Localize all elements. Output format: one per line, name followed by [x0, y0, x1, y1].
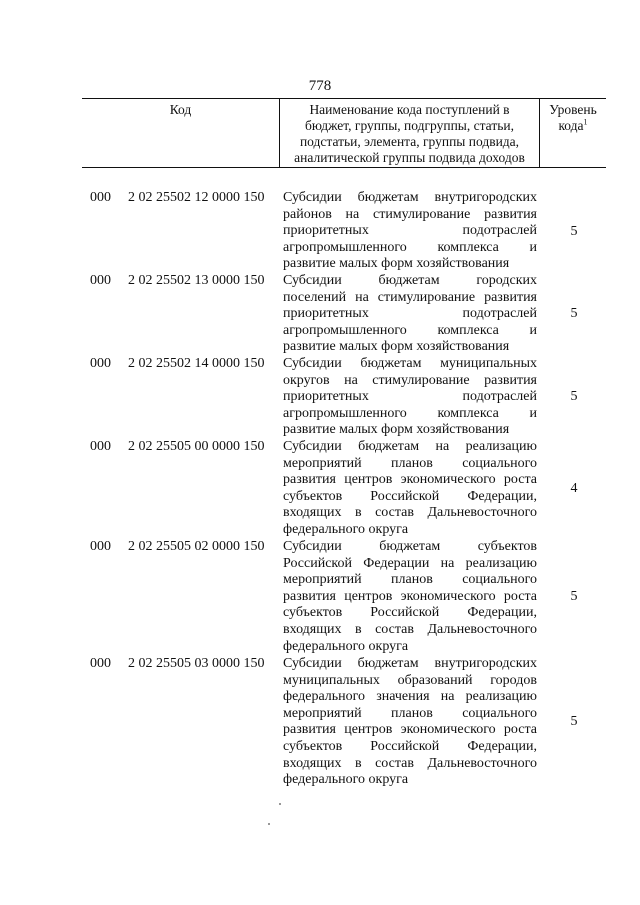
row-level: 5 — [570, 714, 578, 729]
row-name — [283, 356, 537, 439]
row-prefix: 000 — [90, 190, 111, 205]
footnote-marker: 1 — [583, 117, 588, 127]
name-line: субъектов Российской Федерации, — [283, 738, 537, 754]
header-name — [280, 99, 540, 167]
name-line: Субсидии бюджетам на реализацию — [283, 439, 537, 454]
name-line: округов на стимулирование развития — [283, 372, 537, 388]
name-line: мероприятий планов социального — [283, 455, 537, 471]
row-prefix: 000 — [90, 539, 111, 554]
header-name-line: бюджет, группы, подгруппы, статьи, — [305, 118, 514, 133]
header-name-line: Наименование кода поступлений в — [309, 102, 510, 117]
row-name — [283, 539, 537, 655]
name-line: входящих в состав Дальневосточного — [283, 621, 537, 637]
name-line: субъектов Российской Федерации, — [283, 605, 537, 621]
name-line: агропромышленного комплекса и — [283, 322, 537, 338]
name-line: Российской Федерации на реализацию — [283, 555, 537, 571]
scan-speck — [268, 823, 270, 825]
name-line: мероприятий планов социального — [283, 572, 537, 588]
name-line: развитие малых форм хозяйствования — [283, 256, 510, 272]
name-line: районов на стимулирование развития — [283, 206, 537, 222]
name-line: федерального округа — [283, 521, 409, 537]
name-line: субъектов Российской Федерации, — [283, 488, 537, 504]
name-line: развития центров экономического роста — [283, 472, 537, 488]
row-prefix: 000 — [90, 273, 111, 288]
row-prefix: 000 — [90, 656, 111, 671]
row-level: 5 — [570, 389, 578, 404]
row-code: 2 02 25505 02 0000 150 — [128, 539, 265, 554]
name-line: Субсидии бюджетам городских — [283, 273, 537, 288]
name-line: поселений на стимулирование развития — [283, 289, 537, 305]
header-level-label: Уровень — [549, 102, 597, 117]
name-line: приоритетных подотраслей — [283, 306, 537, 322]
name-line: федерального значения на реализацию — [283, 689, 537, 705]
row-prefix: 000 — [90, 439, 111, 454]
name-line: муниципальных образований городов — [283, 672, 537, 688]
table-header — [82, 98, 606, 168]
name-line: приоритетных подотраслей — [283, 389, 537, 405]
header-code — [82, 99, 280, 167]
row-name — [283, 190, 537, 273]
name-line: федерального округа — [283, 772, 409, 788]
name-line: развития центров экономического роста — [283, 722, 537, 738]
row-level: 5 — [570, 224, 578, 239]
name-line: Субсидии бюджетам внутригородских — [283, 190, 537, 205]
row-code: 2 02 25502 13 0000 150 — [128, 273, 265, 288]
name-line: Субсидии бюджетам внутригородских — [283, 656, 537, 671]
name-line: приоритетных подотраслей — [283, 223, 537, 239]
row-code: 2 02 25505 03 0000 150 — [128, 656, 265, 671]
row-code: 2 02 25502 12 0000 150 — [128, 190, 265, 205]
header-level-label-2: кода$^1$ — [558, 117, 588, 133]
header-name-line: подстатьи, элемента, группы подвида, — [299, 134, 520, 149]
name-line: развития центров экономического роста — [283, 588, 537, 604]
header-level — [540, 99, 606, 167]
name-line: развитие малых форм хозяйствования — [283, 339, 510, 355]
row-prefix: 000 — [90, 356, 111, 371]
scan-speck — [279, 803, 281, 805]
name-line: агропромышленного комплекса и — [283, 405, 537, 421]
row-level: 5 — [570, 306, 578, 321]
row-name — [283, 273, 537, 356]
name-line: Субсидии бюджетам субъектов — [283, 539, 537, 554]
name-line: мероприятий планов социального — [283, 705, 537, 721]
row-code: 2 02 25502 14 0000 150 — [128, 356, 265, 371]
row-level: 4 — [570, 481, 578, 496]
row-level: 5 — [570, 589, 578, 604]
row-name — [283, 439, 537, 539]
name-line: развитие малых форм хозяйствования — [283, 422, 510, 438]
name-line: агропромышленного комплекса и — [283, 239, 537, 255]
header-code-label: Код — [169, 102, 192, 117]
name-line: Субсидии бюджетам муниципальных — [283, 356, 537, 371]
name-line: федерального округа — [283, 638, 409, 654]
page-number: 778 — [308, 78, 332, 94]
name-line: входящих в состав Дальневосточного — [283, 755, 537, 771]
row-code: 2 02 25505 00 0000 150 — [128, 439, 265, 454]
name-line: входящих в состав Дальневосточного — [283, 505, 537, 521]
header-name-line: аналитической группы подвида доходов — [294, 150, 525, 165]
row-name — [283, 656, 537, 789]
